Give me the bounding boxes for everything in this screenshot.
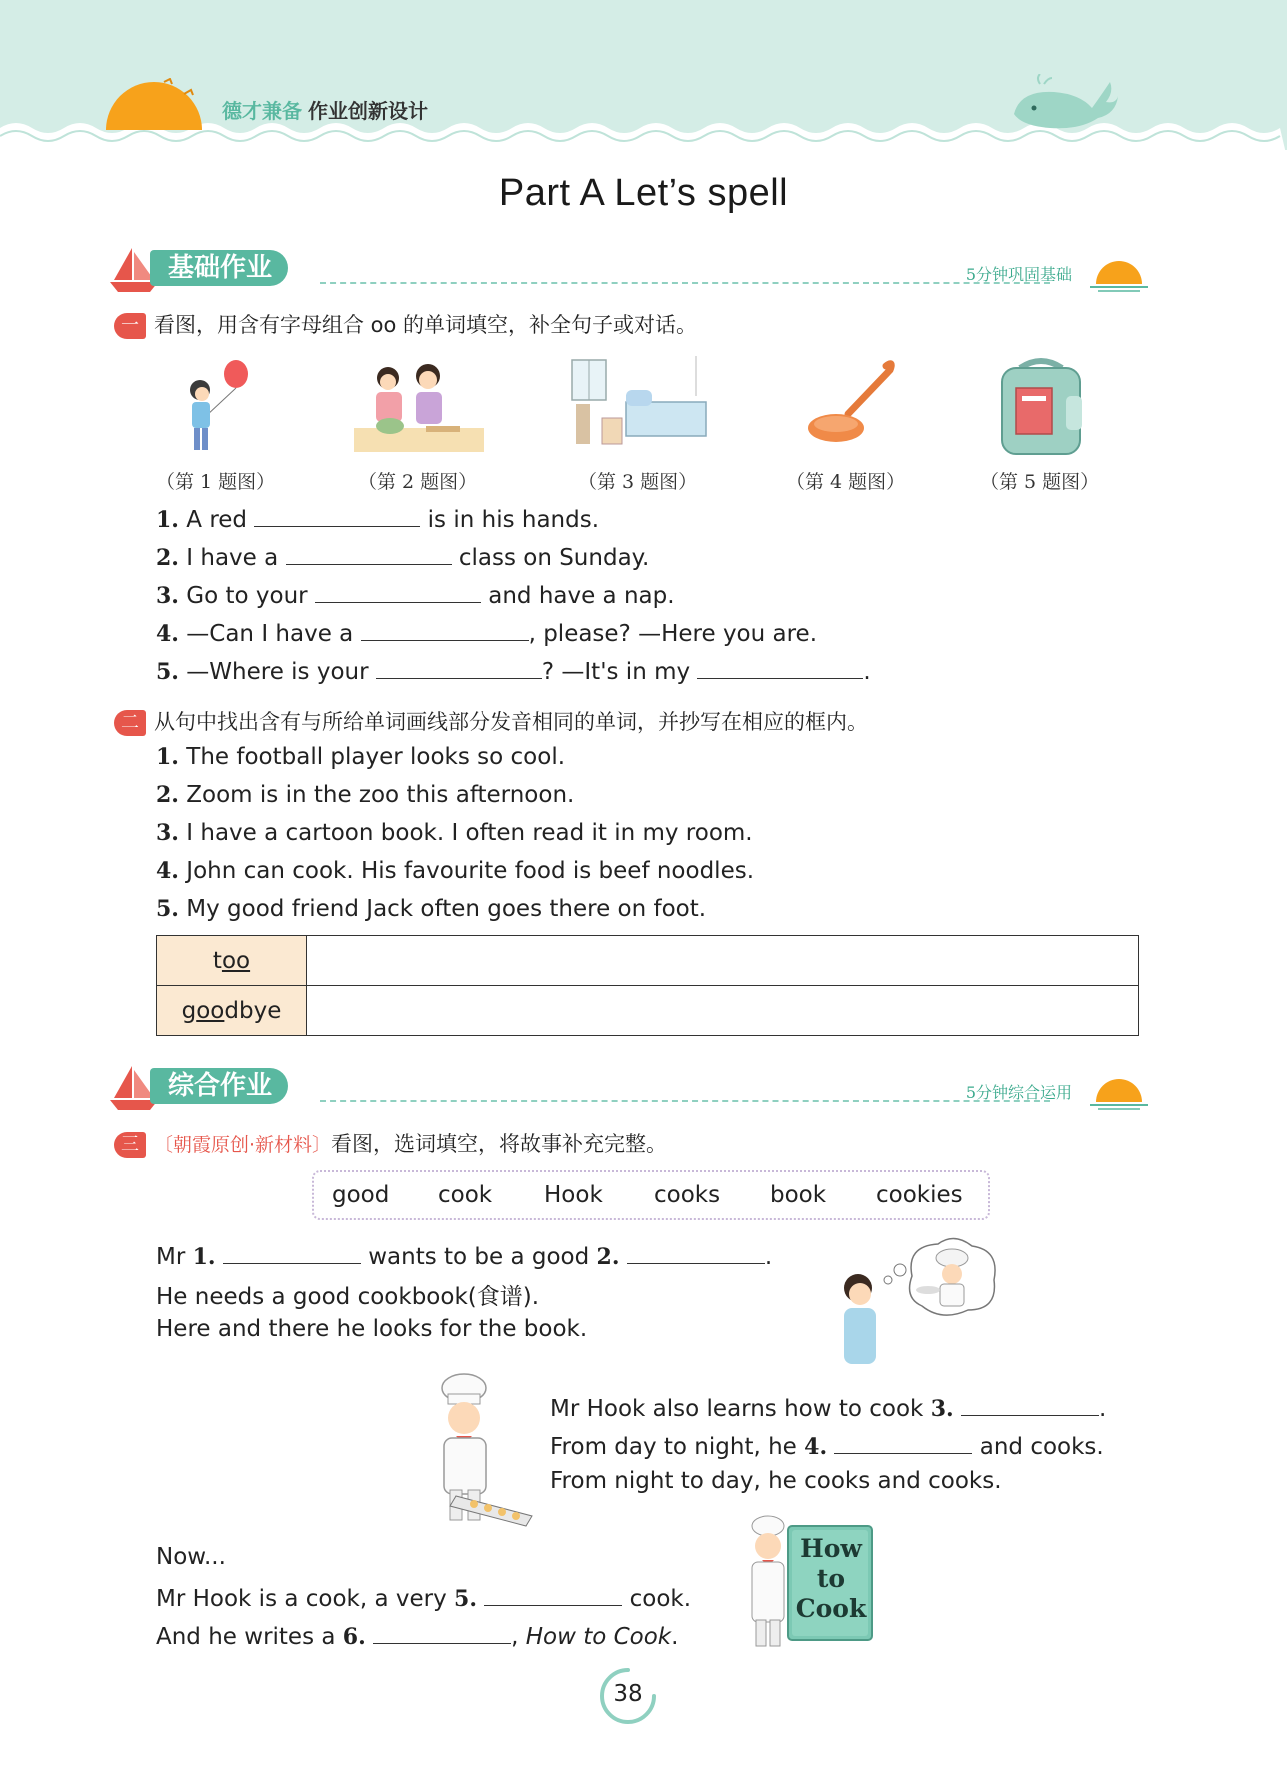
question-2-number: 二 (114, 710, 146, 736)
item-text: I have a cartoon book. I often read it in my room. (178, 820, 753, 846)
brand (222, 95, 428, 124)
brand-green: 德才兼备 (222, 99, 302, 123)
table-row (157, 936, 1139, 986)
q2-item-4 (156, 858, 754, 884)
section-basic-time: 5分钟巩固基础 (965, 265, 1072, 284)
item-text: A red (178, 507, 255, 533)
answer-cell[interactable] (307, 936, 1139, 986)
caption-4: （第 4 题图） (786, 471, 906, 493)
answer-blank[interactable] (315, 579, 481, 603)
story-line-3: Here and there he looks for the book. (156, 1316, 588, 1342)
blank-number: 4. (804, 1434, 828, 1460)
story-line-1: Mr 1. wants to be a good 2. . (156, 1240, 772, 1270)
section-divider (320, 1100, 1050, 1102)
item-text: —Where is your (178, 659, 376, 685)
section-comprehensive-header (110, 1062, 1150, 1114)
cookbook-title-line: How (800, 1534, 862, 1563)
q2-item-1 (156, 744, 565, 770)
answer-table (156, 935, 1139, 1036)
boy-with-balloon-image (158, 356, 308, 456)
question-3-number: 三 (114, 1132, 146, 1158)
item-number: 5. (156, 659, 179, 685)
item-text: Go to your (178, 583, 315, 609)
bedroom-image (566, 356, 716, 456)
story-line-6: From night to day, he cooks and cooks. (550, 1468, 1002, 1494)
story-line-4: Mr Hook also learns how to cook 3. . (550, 1392, 1106, 1422)
question-3-instruction: 看图，选词填空，将故事补充完整。 (331, 1132, 668, 1156)
item-text: ? —It's in my (541, 659, 698, 685)
q1-item-2 (156, 541, 649, 571)
small-sun-icon (1088, 254, 1150, 292)
schoolbag-image (966, 356, 1116, 456)
answer-blank[interactable] (376, 655, 542, 679)
blank-number: 2. (596, 1244, 620, 1270)
section-comprehensive-time: 5分钟综合运用 (965, 1083, 1072, 1102)
brand-dark: 作业创新设计 (308, 99, 428, 123)
word-option: cooks (654, 1182, 721, 1208)
caption-3: （第 3 题图） (578, 471, 698, 493)
q2-item-2 (156, 782, 574, 808)
question-2-instruction: 从句中找出含有与所给单词画线部分发音相同的单词，并抄写在相应的框内。 (154, 710, 868, 734)
item-number: 4. (156, 858, 179, 884)
book-title: How to Cook (525, 1624, 672, 1650)
item-number: 4. (156, 621, 179, 647)
item-text: I have a (178, 545, 286, 571)
question-1-instruction: 看图，用含有字母组合 oo 的单词填空，补全句子或对话。 (154, 313, 698, 337)
q2-item-3 (156, 820, 753, 846)
word-cell: goodbye (157, 986, 307, 1036)
question-1-number: 一 (114, 313, 146, 339)
item-number: 2. (156, 782, 179, 808)
answer-blank[interactable] (834, 1430, 972, 1454)
blank-number: 3. (930, 1396, 954, 1422)
story-line-5: From day to night, he 4. and cooks. (550, 1430, 1104, 1460)
table-row (157, 986, 1139, 1036)
sun-icon (104, 78, 204, 130)
word-bank (312, 1170, 990, 1220)
spoon-image (784, 356, 934, 456)
section-divider (320, 282, 1050, 284)
page-number-text: 38 (613, 1681, 643, 1707)
answer-blank[interactable] (361, 617, 529, 641)
q1-item-1 (156, 503, 599, 533)
section-basic-header (110, 244, 1150, 296)
word-option: cook (438, 1182, 493, 1208)
question-1-heading (114, 309, 697, 339)
small-sun-icon (1088, 1072, 1150, 1110)
story-line-2: He needs a good cookbook(食谱). (156, 1284, 540, 1310)
page-number (598, 1666, 658, 1726)
cooking-class-image (346, 356, 496, 456)
section-basic-label: 基础作业 (150, 250, 288, 286)
item-number: 2. (156, 545, 179, 571)
item-number: 1. (156, 507, 179, 533)
word-option: Hook (544, 1182, 603, 1208)
whale-icon (1010, 74, 1120, 132)
item-text: is in his hands. (420, 507, 600, 533)
question-2-heading (114, 706, 868, 736)
blank-number: 5. (454, 1586, 478, 1612)
item-text: John can cook. His favourite food is beef noodles. (178, 858, 755, 884)
section-comprehensive-label: 综合作业 (150, 1068, 288, 1104)
q2-item-5 (156, 896, 706, 922)
caption-2: （第 2 题图） (358, 471, 478, 493)
caption-5: （第 5 题图） (980, 471, 1100, 493)
item-number: 1. (156, 744, 179, 770)
answer-blank[interactable] (627, 1240, 765, 1264)
answer-blank[interactable] (484, 1582, 622, 1606)
item-number: 3. (156, 583, 179, 609)
item-text: My good friend Jack often goes there on foot. (178, 896, 707, 922)
answer-blank[interactable] (373, 1620, 511, 1644)
chef-with-cookbook-image (744, 1512, 874, 1648)
story-line-8: Mr Hook is a cook, a very 5. cook. (156, 1582, 691, 1612)
question-3-source: 〔朝霞原创·新材料〕 (154, 1134, 332, 1156)
word-option: cookies (876, 1182, 963, 1208)
blank-number: 6. (342, 1624, 366, 1650)
cookbook-title-line: to (816, 1564, 846, 1593)
item-text: The football player looks so cool. (178, 744, 566, 770)
answer-blank[interactable] (254, 503, 420, 527)
q1-item-4 (156, 617, 817, 647)
answer-cell[interactable] (307, 986, 1139, 1036)
word-cell: too (157, 936, 307, 986)
story-line-9: And he writes a 6. , How to Cook. (156, 1620, 678, 1650)
item-number: 3. (156, 820, 179, 846)
item-text: class on Sunday. (451, 545, 650, 571)
answer-blank[interactable] (961, 1392, 1099, 1416)
underlined-letters: oo (221, 947, 251, 974)
word-option: good (332, 1182, 390, 1208)
q1-item-5 (156, 655, 871, 685)
item-text: —Can I have a (178, 621, 361, 647)
item-text: Zoom is in the zoo this afternoon. (178, 782, 575, 808)
item-text: . (863, 659, 871, 685)
answer-blank[interactable] (286, 541, 452, 565)
item-text: and have a nap. (480, 583, 675, 609)
chef-baking-cookies-image (420, 1372, 540, 1528)
cookbook-cover (794, 1534, 868, 1624)
item-text: , please? —Here you are. (528, 621, 818, 647)
boy-dreaming-of-chef-image (822, 1236, 1002, 1368)
answer-blank[interactable] (697, 655, 863, 679)
story-line-7: Now... (156, 1544, 226, 1570)
answer-blank[interactable] (223, 1240, 361, 1264)
cookbook-title-line: Cook (795, 1594, 867, 1623)
item-number: 5. (156, 896, 179, 922)
word-option: book (770, 1182, 827, 1208)
underlined-letters: oo (196, 997, 225, 1024)
q1-item-3 (156, 579, 675, 609)
blank-number: 1. (192, 1244, 216, 1270)
question-3-heading (114, 1128, 667, 1158)
page-title: Part A Let’s spell (498, 172, 789, 214)
caption-1: （第 1 题图） (156, 471, 276, 493)
